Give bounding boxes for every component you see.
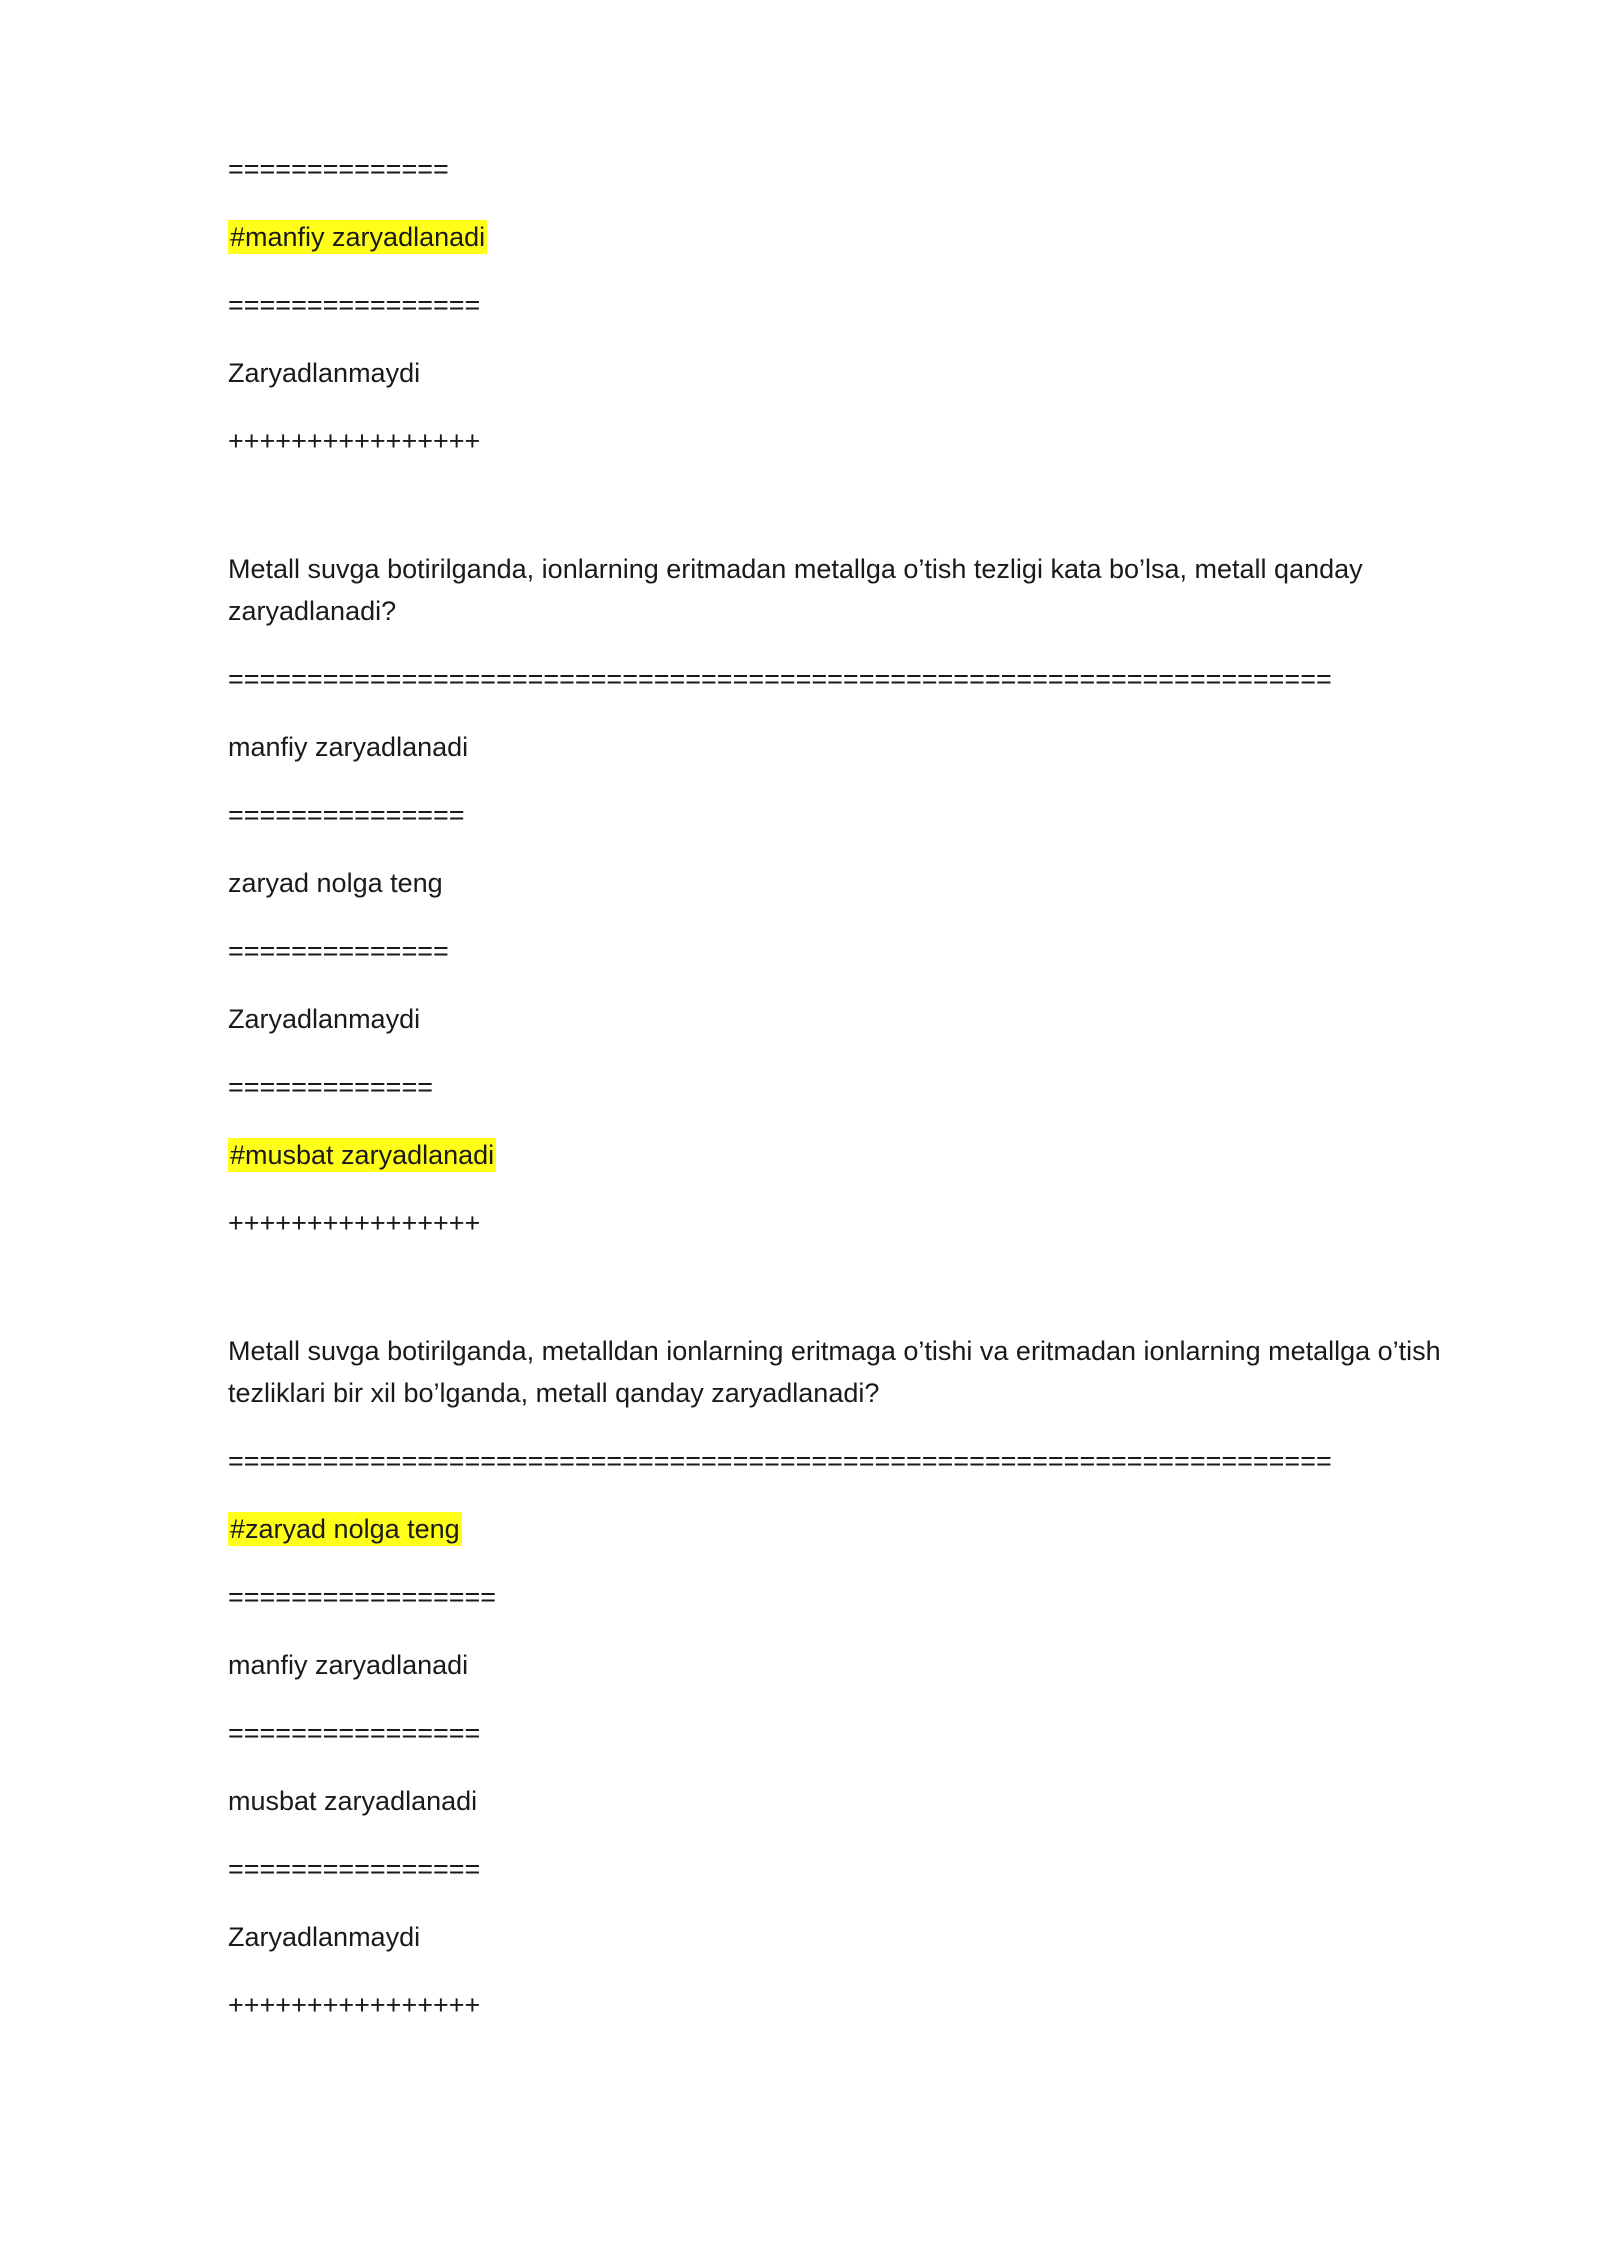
separator: ============= [228,1072,433,1102]
separator: ================ [228,290,481,320]
question-end-marker: ++++++++++++++++ [228,1208,481,1238]
answer-option: zaryad nolga teng [228,868,443,898]
correct-answer-highlight: #musbat zaryadlanadi [230,1140,495,1170]
document-body [228,148,1468,2052]
answer-option: Zaryadlanmaydi [228,1922,421,1952]
separator: ============== [228,154,449,184]
separator: =============== [228,800,465,830]
correct-answer-highlight: #zaryad nolga teng [230,1514,460,1544]
separator: ================= [228,1582,497,1612]
question-text: Metall suvga botirilganda, metalldan ionlarning eritmaga o’tishi va eritmadan ionlarning metallga o’tish tezliklari bir xil bo’lganda, metall qanday zaryadlanadi? [228,1336,1441,1408]
answer-option: musbat zaryadlanadi [228,1786,478,1816]
separator: ================ [228,1854,481,1884]
separator: ====================================================================== [228,664,1332,694]
answer-option: manfiy zaryadlanadi [228,1650,469,1680]
answer-option [228,216,1468,258]
answer-option [228,1508,1468,1550]
separator: ================ [228,1718,481,1748]
question-end-marker: ++++++++++++++++ [228,1990,481,2020]
separator: ====================================================================== [228,1446,1332,1476]
question-end-marker: ++++++++++++++++ [228,426,481,456]
answer-option [228,1134,1468,1176]
question-text: Metall suvga botirilganda, ionlarning eritmadan metallga o’tish tezligi kata bo’lsa, metall qanday zaryadlanadi? [228,554,1363,626]
separator: ============== [228,936,449,966]
answer-option: Zaryadlanmaydi [228,358,421,388]
correct-answer-highlight: #manfiy zaryadlanadi [230,222,486,252]
answer-option: Zaryadlanmaydi [228,1004,421,1034]
answer-option: manfiy zaryadlanadi [228,732,469,762]
